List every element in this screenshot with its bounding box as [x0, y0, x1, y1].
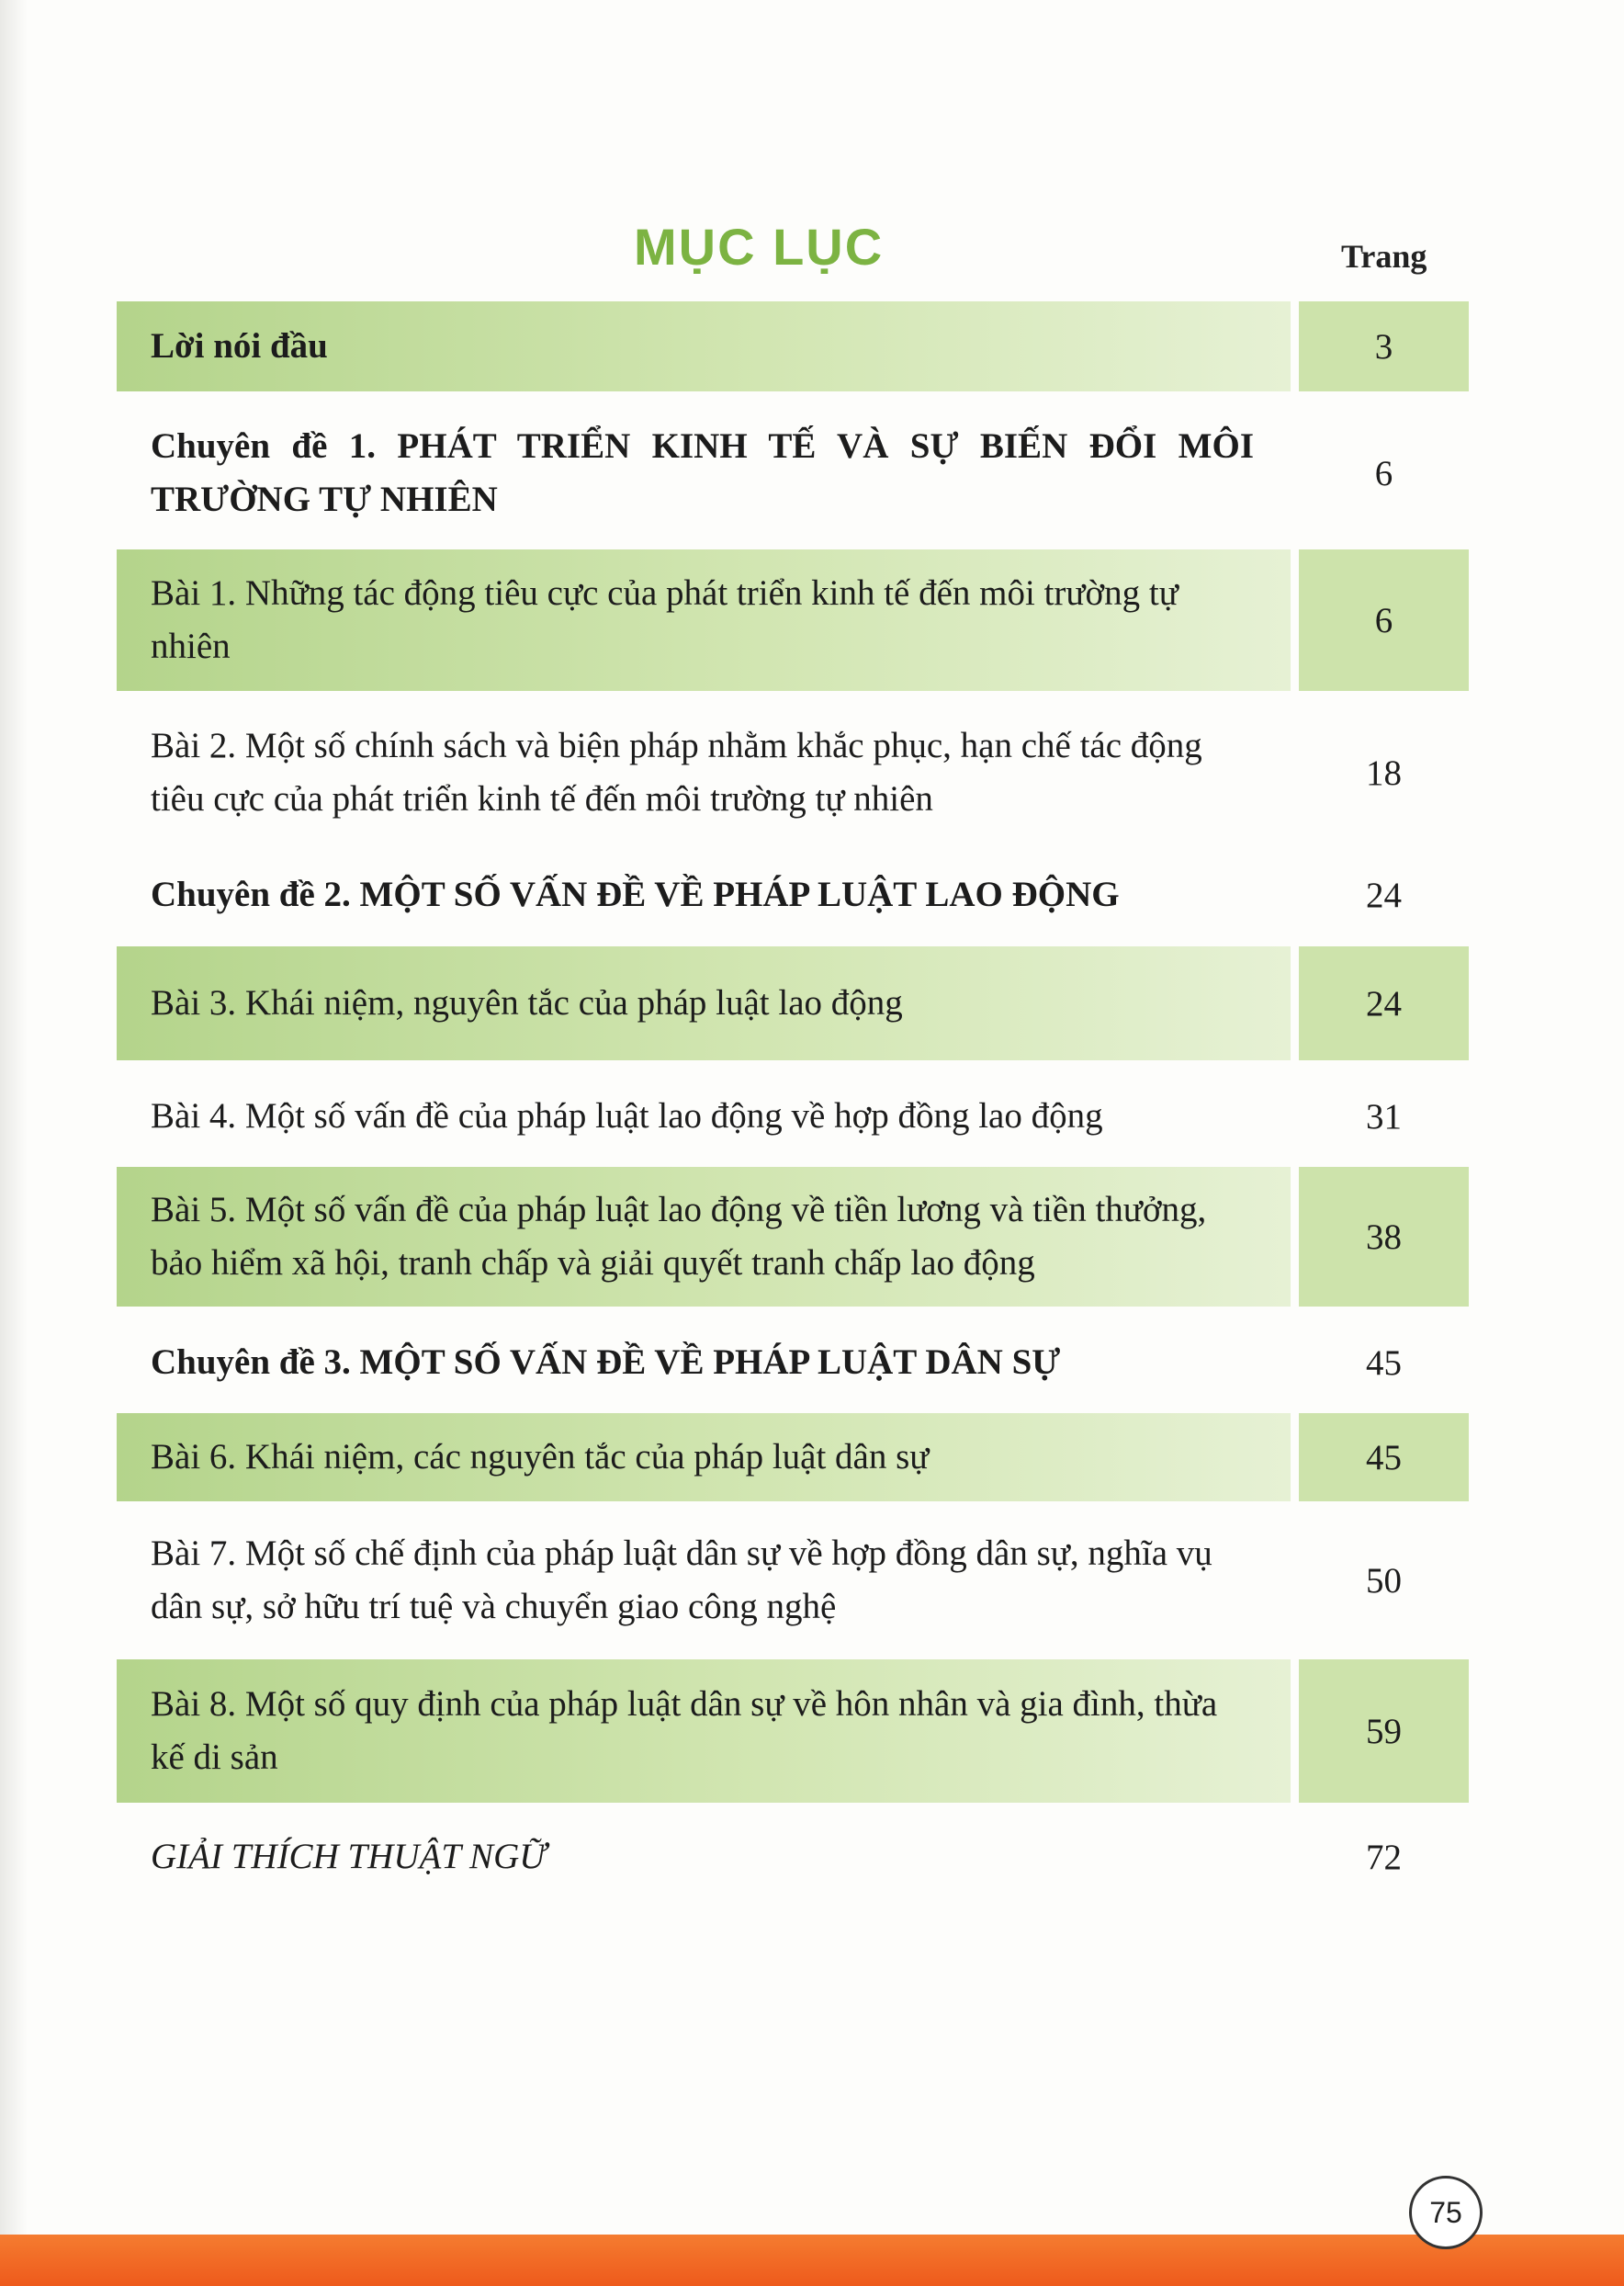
toc-entry-page: 18 — [1366, 753, 1402, 793]
toc-entry-topic-1 — [117, 404, 1469, 542]
toc-entry-text: Chuyên đề 1. PHÁT TRIỂN KINH TẾ VÀ SỰ BIẾN ĐỔI MÔI TRƯỜNG TỰ NHIÊN — [151, 426, 1254, 519]
toc-entry-page: 24 — [1366, 875, 1402, 915]
toc-entry-text: Lời nói đầu — [117, 301, 1291, 391]
toc-entry-lesson-3 — [117, 946, 1469, 1060]
toc-entry-text: Bài 7. Một số chế định của pháp luật dân sự về hợp đồng dân sự, nghĩa vụ dân sự, sở hữu trí tuệ và chuyển giao công nghệ — [151, 1533, 1212, 1626]
toc-entry-page: 6 — [1374, 453, 1393, 493]
page-number: 75 — [1409, 2176, 1483, 2249]
toc-entry-page: 45 — [1299, 1413, 1469, 1501]
toc-entry-text: Bài 5. Một số vấn đề của pháp luật lao động về tiền lương và tiền thưởng, bảo hiểm xã hội, tranh chấp và giải quyết tranh chấp lao động — [117, 1167, 1291, 1307]
toc-entry-lesson-6 — [117, 1413, 1469, 1501]
toc-entry-text: Bài 1. Những tác động tiêu cực của phát triển kinh tế đến môi trường tự nhiên — [117, 549, 1291, 691]
toc-entry-page: 59 — [1299, 1659, 1469, 1803]
toc-entry-page: 45 — [1366, 1342, 1402, 1383]
toc-entry-lesson-1 — [117, 549, 1469, 691]
toc-entry-page: 31 — [1366, 1096, 1402, 1137]
toc-entry-lesson-8 — [117, 1659, 1469, 1803]
toc-entry-topic-2 — [117, 849, 1469, 941]
toc-entry-topic-3 — [117, 1316, 1469, 1409]
toc-entry-lesson-7 — [117, 1509, 1469, 1652]
page-column-header: Trang — [1341, 238, 1427, 275]
toc-entry-text: Bài 2. Một số chính sách và biện pháp nhằm khắc phục, hạn chế tác động tiêu cực của phát triển kinh tế đến môi trường tự nhiên — [151, 726, 1202, 819]
toc-entry-page: 6 — [1299, 549, 1469, 691]
footer-orange-band — [0, 2235, 1624, 2286]
toc-entry-foreword — [117, 301, 1469, 391]
toc-entry-page: 3 — [1299, 301, 1469, 391]
toc-entry-glossary — [117, 1810, 1469, 1904]
toc-entry-lesson-4 — [117, 1069, 1469, 1163]
toc-entry-lesson-2 — [117, 704, 1469, 842]
toc-entry-text: Bài 3. Khái niệm, nguyên tắc của pháp luật lao động — [117, 946, 1291, 1060]
toc-entry-text: Chuyên đề 2. MỘT SỐ VẤN ĐỀ VỀ PHÁP LUẬT LAO ĐỘNG — [151, 875, 1120, 914]
toc-entry-page: 24 — [1299, 946, 1469, 1060]
toc-title: MỤC LỤC — [634, 218, 885, 276]
toc-entry-text: Bài 4. Một số vấn đề của pháp luật lao động về hợp đồng lao động — [151, 1096, 1103, 1136]
toc-entry-text: GIẢI THÍCH THUẬT NGỮ — [151, 1837, 547, 1876]
toc-entry-text: Chuyên đề 3. MỘT SỐ VẤN ĐỀ VỀ PHÁP LUẬT DÂN SỰ — [151, 1342, 1061, 1382]
toc-entry-page: 72 — [1366, 1837, 1402, 1877]
toc-entry-page: 38 — [1299, 1167, 1469, 1307]
page-edge-shadow — [0, 0, 28, 2286]
toc-entry-text: Bài 8. Một số quy định của pháp luật dân sự về hôn nhân và gia đình, thừa kế di sản — [117, 1659, 1291, 1803]
toc-entry-lesson-5 — [117, 1167, 1469, 1307]
toc-entry-page: 50 — [1366, 1560, 1402, 1601]
toc-entry-text: Bài 6. Khái niệm, các nguyên tắc của pháp luật dân sự — [117, 1413, 1291, 1501]
